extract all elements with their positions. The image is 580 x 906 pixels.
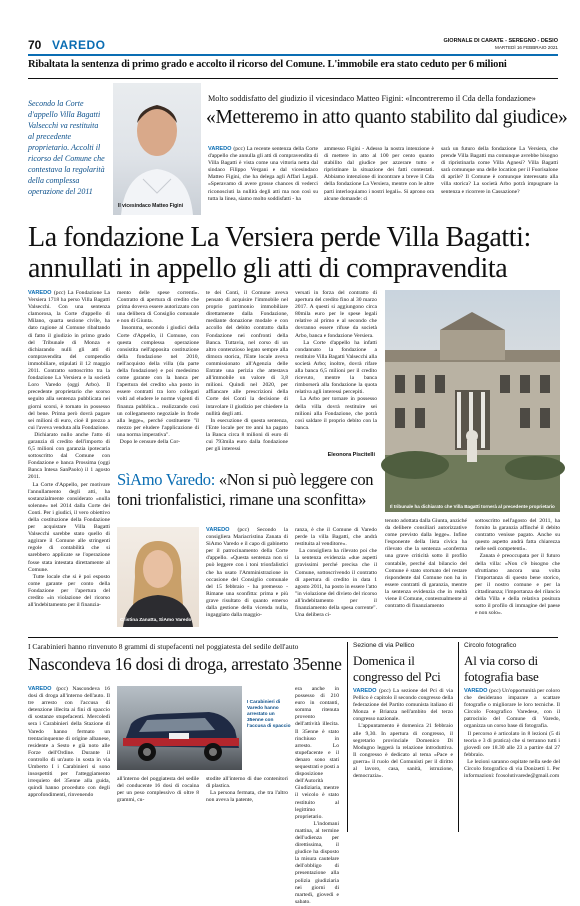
carabinieri-photo-svg bbox=[117, 686, 242, 770]
main-column-1: VAREDO (pcc) La Fondazione La Versiera 1718 ha perso Villa Bagatti Valsecchi. Con una sentenza clamorosa, la Corte d'appello di Milano, quarta sezione civile, ha dato ragione al Comune ribaltando di fatto il giudizio in primo grado del Tribunale di Monza e dichiarando nulli gli atti di compravendita del compendio immobiliare, stipulati il 12 maggio 2011. Contratto sottoscritto tra la fondazione La Versiera e la società Loro Varedo (oggi Arbo). Il precedente proprietario che scorso seguito alla sentenza pubblicata nei giorni scorsi, è tornato in possesso del bene. Prima però dovrà pagare sei milioni di euro, cioè il prezzo a cui l'aveva venduta alla Fondazione. Dichiarato nullo anche l'atto di garanzia di credito dell'importo di 6,5 milioni con garanzia ipotecaria sottoscritto dal Comune con Fondazione e banca Prossima (oggi Banca Intesa SanPaolo) il 1 agosto 2011. La Corte d'Appello, per motivare l'annullamento degli atti, ha sostanzialmente considerato «nulla solenne» nel 2014 dalla Corte dei Conti. Per i giudici, il vero obiettivo della costituzione della Fondazione per acquistare Villa Bagatti Valsecchi sarebbe stato quello di aggirare il Comune alle stringenti regole di contabilità che si sarebbero applicate se l'operazione fosse stata intestata direttamente al Comune. Tutte locale che si è poi esposto come garante per conto della Fondazione per l'apertura del credito «in violazione del ricorso all'indebitamento per il finanzia- bbox=[28, 290, 111, 609]
issue-date: MARTEDÌ 16 FEBBRAIO 2021 bbox=[495, 45, 558, 50]
samo-column-3: tenuto adottata dalla Giunta, anziché da delibere consiliari autorizzative come previsto dalla legge». Infine l'esponente della lista civica ha rilevato che la sentenza «conferma una grave criticità sotto il profilo contabile, perché dal bilancio del Comune è stato stornato del restare rispondente dal Comune non ha in essere contratti di garanzia, mentre la sentenza evidenzia che in realtà viene il Comune, contestualmente al contratto di finanziamento bbox=[385, 518, 467, 610]
quote-headline: «Metteremo in atto quanto stabilito dal giudice» bbox=[206, 107, 568, 128]
main-column-3: te dei Conti, il Comune aveva pensato di acquisire l'immobile nel proprio patrimonio immobiliare direttamente dalla Fondazione, mediante donazione modale e con accollo del debito contratto dalla Fondazione nei confronti della Banca. Tuttavia, nel corso di un altro contenzioso legato sempre alla dimora storica, l'Ente locale aveva commissionato all'Agenzia delle Entrate una perizia che attestava all'immobile un valore di 3,8 milioni. Quindi nel 2020, per affiancare alle prescrizioni della Corte dei Conti la decisione di intavolare il giudizio per chiedere la nullità degli atti. In esecuzione di questa sentenza, l'Ente locale per tre anni ha pagato la Banca circa 8 milioni di euro di cui 793mila euro dalla fondazione per gli interessi bbox=[206, 290, 288, 453]
quote-subkicker: Molto soddisfatto del giudizio il vicesindaco Matteo Figini: «Incontreremo il Cda della fondazione» bbox=[208, 94, 536, 103]
drug-column-4-text: era anche in possesso di 210 euro in contanti, somma ritenuta provento dell'attività illecita. Il 35enne è stato rinchiuso in arresto. Lo stupefacente e il denaro sono stati sequestrati e posti a disposizione dell'Autorità Giudiziaria, mentre il veicolo è stato restituito al legittimo proprietario. L'indomani mattina, al termine dell'udienza per direttissima, il giudice ha disposto la misura cautelare dell'obbligo di presentazione alla polizia giudiziaria nei giorni di martedì, giovedì e sabato. bbox=[295, 686, 339, 905]
portrait-figini-svg bbox=[113, 83, 201, 215]
villa-photo bbox=[385, 290, 560, 512]
portrait-figini bbox=[113, 83, 201, 215]
quote-column-2: ammesso Figini - Adesso la nostra intenzione è di mettere in atto al 100 per cento quanto stabilito dal giudice per azzerare tutto e ripristinare la situazione dei fatti contestati. Abbiamo intenzione di incontrare a breve il Cda della fondazione La Versiera, mentre con le altre parti interloquiamo i nostri legali». Si aprono ora alcune domande: ci bbox=[324, 146, 434, 202]
drug-column-1: VAREDO (pcc) Nascondeva 16 dosi di droga all'interno dell'auto. Il tre arresto con l'accusa di detenzione illecita ai fini di spaccio di sostanze stupefacenti. Mercoledì sera i Carabinieri della Stazione di Varedo hanno fermato un trentacinquenne di origine albanese, residente a Sesto e già noto alle Forze dell'Ordine. Durante il controllo di un'auto in sosta in via Umberto I i Carabinieri si sono insospettiti per l'atteggiamento irrequieto del 35enne alla guida, quindi hanno proceduto con degli approfondimenti, rinvenendo bbox=[28, 686, 110, 799]
samo-column-2: ranza, è che il Comune di Varedo perde la villa Bagatti, che andrà restituita al venditore». La consigliera ha rilevato poi che la sentenza evidenzia «due aspetti gravissimi perché precisa che il Comune, sottoscrivendo il contratto di apertura di credito in data 1 agosto 2011, ha posto in essere l'atto "in violazione del divieto del ricorso all'indebitamento per il finanziamento della spesa corrente". Una delibera ci- bbox=[295, 527, 377, 619]
quote-column-1: VAREDO (pcc) La recente sentenza della Corte d'appello che annulla gli atti di compravendita di Villa Bagatti è vista come una vittoria netta dal sindaco Filippo Vergani e dal vicesindaco Matteo Figini, che ha delega agli Affari Legali. «Speravamo di avere grosse chances di vederci riconosciuti la nullità degli atti ma non così su tutta la linea, siamo molto soddisfatti - ha bbox=[208, 146, 318, 202]
drug-headline: Nascondeva 16 dosi di droga, arrestato 35enne bbox=[28, 654, 342, 674]
portrait-figini-caption: Il vicesindaco Matteo Figini bbox=[118, 203, 184, 209]
divider-pci bbox=[347, 642, 348, 832]
section-rule bbox=[28, 637, 558, 638]
sidebar-summary: Secondo la Corte d'appello Villa Bagatti Valsecchi va restituita al precedente proprietario. Accolti il ricorso del Comune che contestava la regolarità della complessa operazione del 2011 bbox=[28, 99, 105, 196]
divider-photo bbox=[458, 642, 459, 832]
newspaper-name: GIORNALE DI CARATE - SEREGNO - DESIO bbox=[443, 38, 558, 44]
drug-kicker: I Carabinieri hanno rinvenuto 8 grammi di stupefacenti nel poggiatesta del sedile dell'auto bbox=[28, 642, 299, 651]
drug-column-2: all'interno del poggiatesta del sedile del conducente 16 dosi di cocaina per un peso complessivo di oltre 8 grammi, cu- bbox=[117, 776, 199, 804]
photo-kicker: Circolo fotografico bbox=[464, 642, 517, 649]
main-column-4: versati in forza del contratto di apertura del credito fino al 30 marzo 2017. A questi si aggiungono circa 80mila euro per le spese legali relative al primo e al secondo che dovranno essere rifuse da società Arbo, banca e fondazione Versiera. La Corte d'appello ha infatti condannato la fondazione a restituire Villa Bagatti Valsecchi alla società Arbo; inoltre, dovrà rifare alla banca 6,5 milioni per il credito ricevuto, mentre la banca rimborserà alla fondazione la quota relativa agli interessi percepiti. La Arbo per tornare in possesso della villa dovrà restituire sei milioni alla Fondazione, che potrà così saldare il proprio debito con la banca. bbox=[295, 290, 377, 431]
main-column-2: mento delle spese correnti». Contratto di apertura di credito che prima doveva essere autorizzato con una delibera di Consiglio comunale e non di Giunta. Insomma, secondo i giudici della Corte d'Appello, il Comune, con questa complessa operazione consistita nell'apposita costituzione della fondazione nel 2010, nell'acquisto della villa (da parte della fondazione) e poi medesimo come garante con la banca per l'apertura del credito «ha posto in essere contratti tra loro collegati volti ad eludere le norme vigenti di finanza pubblica... realizzando così un collegamento negoziale in frode alla legge», perché costituente "il mezzo per eludere l'applicazione di una norma imperativa". Dopo le censure della Cor- bbox=[117, 290, 199, 445]
main-headline: La fondazione La Versiera perde Villa Bagatti: annullati in appello gli atti di compravendita bbox=[28, 222, 531, 284]
section-name: VAREDO bbox=[52, 38, 106, 52]
pci-body: VAREDO (pcc) La sezione del Pci di via Pellico è capitolo il secondo congresso della federazione del Partito comunista italiano di Monza e Brianza nell'ambito del terzo congresso nazionale. L'appuntamento è domenica 21 febbraio alle 9,30. In apertura di congresso, il segretario provinciale Domenico Di Modugno leggerà la relazione introduttiva. Il congresso è dedicato al tema «Pace e guerra» il ruolo del Comunisti per il diritto al lavoro, casa, sanità, istruzione, democrazia». bbox=[353, 688, 454, 780]
carabinieri-photo bbox=[117, 686, 242, 770]
top-kicker: Ribaltata la sentenza di primo grado e accolto il ricorso del Comune. L'immobile era stato ceduto per 6 milioni bbox=[28, 59, 507, 70]
quote-column-3: sarà un futuro della fondazione La Versiera, che prende Villa Bagatti ma comunque avrebbe bisogno di ripristinarla come Villa Agnesi? Villa Bagatti sarà comunque una delle location per il Fuorisalone di aprile? Il Comune è comunque interessato alla villa storica? La società Arbo potrà impugnare la sentenza e ricorrere in Cassazione? bbox=[441, 146, 558, 195]
drug-column-3: stodite all'interno di due contenitori di plastica. La persona fermata, che tra l'altro non aveva la patente, bbox=[206, 776, 289, 804]
page-number: 70 bbox=[28, 38, 42, 52]
carabinieri-caption: I Carabinieri di Varedo hanno arrestato un 35enne con l'accusa di spaccio bbox=[247, 700, 291, 729]
samo-column-1: VAREDO (pcc) Secondo la consigliera Mariacristina Zanata di SiAmo Varedo e il capo di gabinetto per il patrocinamento della Corte d'appello. «Questa sentenza non si può leggere con i toni trionfalistici che ha usato l'Amministrazione in occasione del Consiglio comunale del 15 febbraio - ha premesso - Rimane una sconfitta: prima e più grave risultato di quanto emerso dalla gestione della vicenda nulla, ingaggiato dalla maggio- bbox=[206, 527, 288, 619]
villa-photo-caption: Il tribunale ha dichiarato che Villa Bagatti tornerà al precedente proprietario bbox=[390, 504, 555, 509]
kicker-rule bbox=[28, 78, 558, 79]
portrait-zanatta bbox=[117, 527, 199, 627]
pci-kicker: Sezione di via Pellico bbox=[353, 642, 415, 649]
samo-brand: SìAmo Varedo: bbox=[117, 470, 216, 489]
byline: Eleonora Piscitelli bbox=[327, 452, 375, 458]
portrait-zanatta-svg bbox=[117, 527, 199, 627]
pci-headline: Domenica il congresso del Pci bbox=[353, 653, 441, 684]
photo-headline: Al via corso di fotografia base bbox=[464, 653, 539, 684]
photo-body: VAREDO (pcc) Un'opportunità per coloro che desiderano imparare a scattare fotografie o migliorare le loro tecniche. Il Circolo Fotografico Varedese, con il patrocinio del Comune di Varedo, organizza un corso base di fotografia. Il percorso è articolato in 8 lezioni (5 di teoria e 3 di pratica) che si terranno tutti i giovedì ore 18.30 alle 23 a partire dal 27 febbraio. Le lezioni saranno ospitate nella sede del Circolo fotografico di via Donizetti 1. Per informazioni: fcosolutivarede@gmail.com bbox=[464, 688, 561, 780]
portrait-zanatta-caption: Cristina Zanatta, SìAmo Varedo bbox=[120, 618, 192, 623]
samo-column-4: sottoscritto nell'agosto del 2011, ha fornito la garanzia affinché il debito contratto venisse pagato. Anche su questo aspetto andrà fatta chiarezza nelle sedi competenti». Zanata è preoccupata per il futuro della villa: «Non c'è bisogno che sfruttiamo ancora una volta l'importanza di questo bene storico, per il nostro comune e per la cittadinanza; l'importanza del rilancio della Villa e della relativa positura sotto il profilo di immagine del paese e non solo». bbox=[475, 518, 560, 617]
header-rule bbox=[28, 54, 558, 56]
villa-photo-svg bbox=[385, 290, 560, 512]
samo-headline-text: «Non si può leggere con toni trionfalistici, rimane una sconfitta» bbox=[117, 470, 374, 509]
samo-headline bbox=[117, 470, 382, 510]
